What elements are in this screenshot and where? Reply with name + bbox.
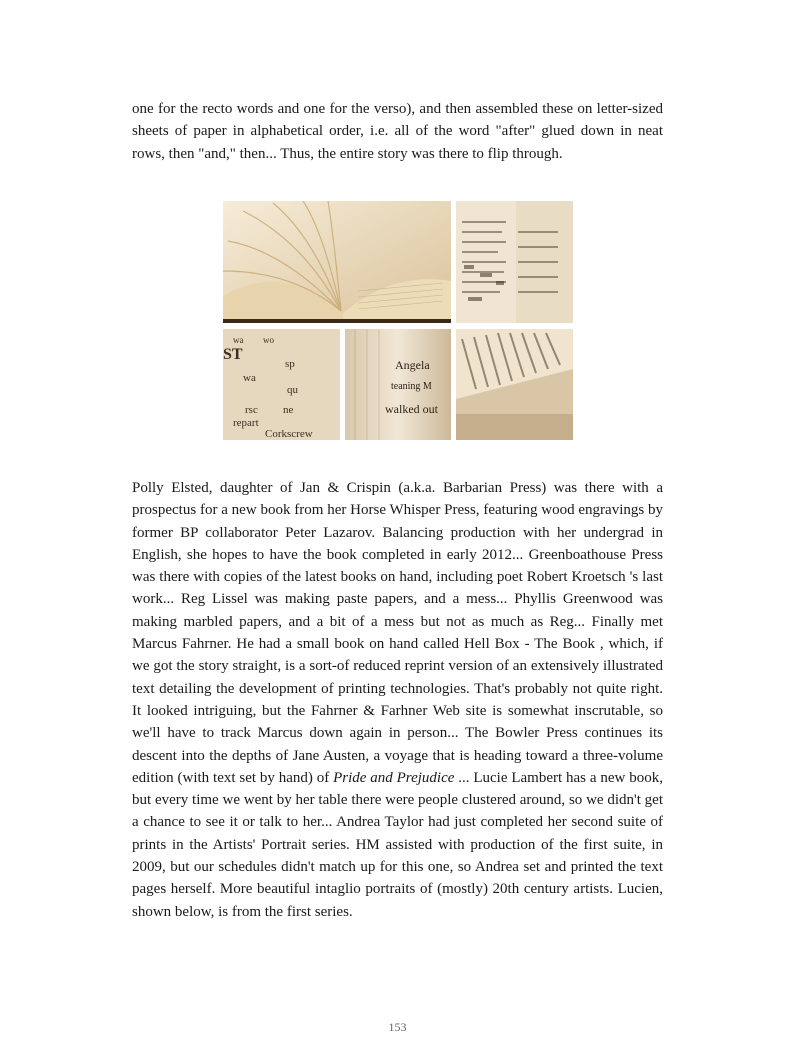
collage-word: wa: [233, 335, 244, 345]
collage-word: Corkscrew: [265, 428, 313, 440]
collage-word: ne: [283, 404, 294, 416]
collage-word: rsc: [245, 404, 258, 416]
collage-word: sp: [285, 358, 295, 370]
angela-line: teaning M: [391, 381, 432, 392]
paragraph-events: [132, 477, 663, 923]
collage-word: qu: [287, 384, 298, 396]
collage-word: ST: [223, 346, 243, 363]
angela-line: Angela: [395, 358, 430, 372]
collage-word: repart: [233, 417, 259, 429]
book-title-italic: Pride and Prejudice: [333, 769, 455, 786]
paragraph-events-text: Polly Elsted, daughter of Jan & Crispin (a.k.a. Barbarian Press) was there with a prospectus for a new book from her Horse Whisper Press, featuring wood engravings by former BP collaborator Peter Lazarov. Balancing production with her undergrad in English, she hopes to have the book completed in early 2012... Greenboathouse Press was there with copies of the latest books on hand, including poet Robert Kroetsch 's last work... Reg Lissel was making paste papers, and a mess... Phyllis Greenwood was making marbled papers, and a bit of a mess but not as much as Reg... Finally met Marcus Fahrner. He had a small book on hand called Hell Box - The Book , which, if we got the story straight, is a sort-of reduced reprint version of an extensively illustrated text detailing the development of printing technologies. That's probably not quite right. It looked intriguing, but the Fahrner & Farhner Web site is somewhat inscrutable, so we'll have to track Marcus down again in person... The Bowler Press continues its descent into the depths of Jane Austen, a voyage that is heading toward a three-volume edition (with text set by hand) of: [132, 480, 663, 786]
photo-cut-pages: [456, 201, 573, 323]
photo-open-book: [223, 201, 451, 323]
angela-line: walked out: [385, 402, 438, 416]
paragraph-events-text-cont: ... Lucie Lambert has a new book, but every time we went by her table there were people clustered around, so we didn't get a chance to see it or talk to her... Andrea Taylor had just completed her second suite of prints in the Artists' Portrait series. HM assisted with production of the first suite, in 2009, but our schedules didn't match up for this one, so Andrea set and printed the text pages herself. More beautiful intaglio portraits of (mostly) 20th century artists. Lucien, shown below, is from the first series.: [132, 769, 663, 920]
photo-word-collage: [223, 329, 340, 440]
collage-word: wo: [263, 335, 274, 345]
photo-angela-pages: [345, 329, 451, 440]
page-number: 153: [388, 1020, 407, 1034]
collage-word: wa: [243, 372, 256, 384]
photo-cut-strips: [456, 329, 573, 440]
paragraph-intro: one for the recto words and one for the verso), and then assembled these on letter-sized sheets of paper in alphabetical order, i.e. all of the word "after" glued down in neat rows, then "and," then... Thus, the entire story was there to flip through.: [132, 101, 663, 162]
